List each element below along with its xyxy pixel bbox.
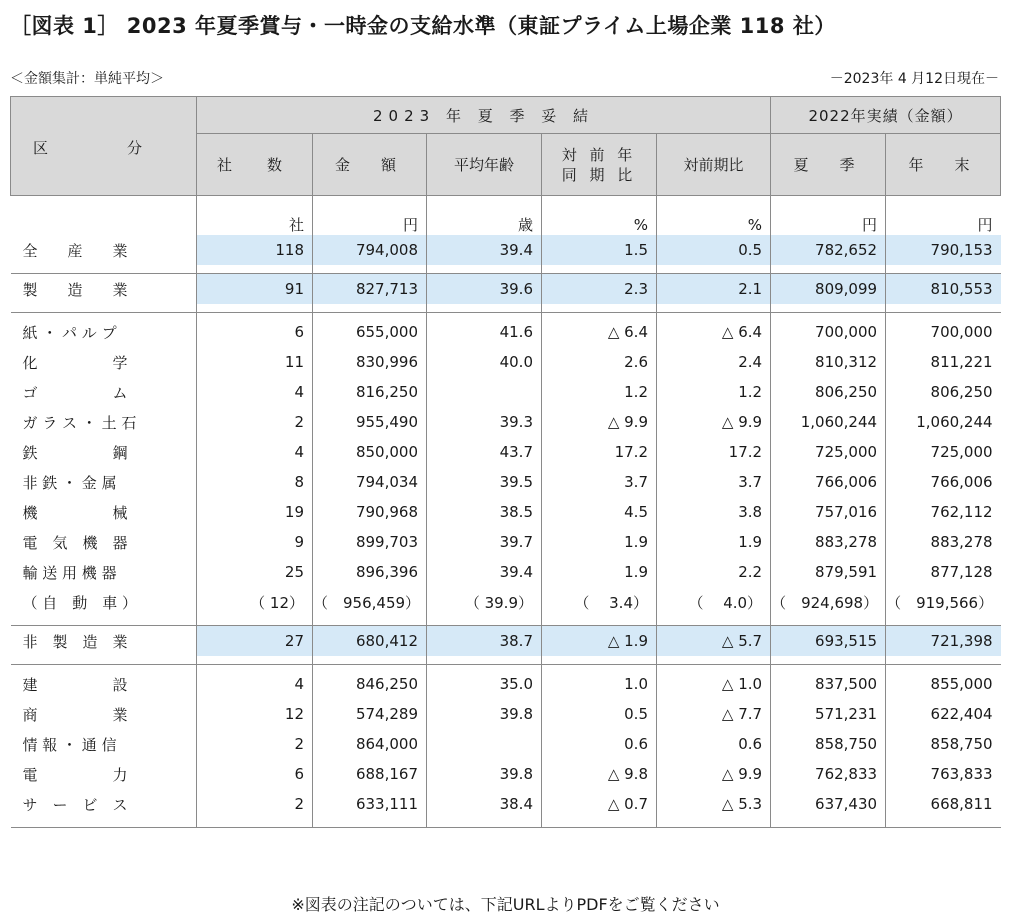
spacer-row	[11, 265, 1001, 274]
table-cell: 12	[197, 699, 313, 729]
table-cell: 763,833	[886, 759, 1001, 789]
table-cell: △ 6.4	[657, 313, 771, 348]
table-cell: 3.7	[657, 467, 771, 497]
table-cell: 39.3	[427, 407, 542, 437]
aggregation-note: ＜金額集計：単純平均＞	[10, 71, 164, 87]
header-kubun: 区 分	[11, 97, 197, 196]
table-cell: 0.6	[542, 729, 657, 759]
table-cell: 2.3	[542, 274, 657, 305]
table-cell: 766,006	[886, 467, 1001, 497]
row-label: 化 学	[22, 353, 128, 372]
row-all-industries	[11, 235, 1001, 265]
table-cell	[427, 729, 542, 759]
table-cell: 827,713	[313, 274, 427, 305]
table-cell: 883,278	[886, 527, 1001, 557]
table-row	[11, 557, 1001, 587]
table-cell: △ 1.0	[657, 665, 771, 700]
table-cell: 1.9	[657, 527, 771, 557]
row-label	[11, 196, 197, 236]
table-cell: 688,167	[313, 759, 427, 789]
header-yoy-line2: 同 期 比	[561, 165, 637, 184]
table-cell: （ 956,459）	[313, 587, 427, 617]
table-row	[11, 467, 1001, 497]
table-cell: 91	[197, 274, 313, 305]
table-cell: 794,008	[313, 235, 427, 265]
table-cell: △ 1.9	[542, 626, 657, 657]
table-cell: △ 9.8	[542, 759, 657, 789]
row-label: サ ー ビ ス	[22, 795, 128, 814]
table-cell: 655,000	[313, 313, 427, 348]
table-cell: （ 4.0）	[657, 587, 771, 617]
table-cell: 6	[197, 759, 313, 789]
table-cell: 794,034	[313, 467, 427, 497]
table-cell: 0.5	[657, 235, 771, 265]
table-cell: △ 5.7	[657, 626, 771, 657]
table-cell: 846,250	[313, 665, 427, 700]
table-cell: 2.1	[657, 274, 771, 305]
table-cell: 830,996	[313, 347, 427, 377]
header-prev-term: 対前期比	[657, 134, 771, 196]
row-label: 情 報 ・ 通 信	[22, 735, 117, 754]
table-cell: 855,000	[886, 665, 1001, 700]
table-cell: 879,591	[771, 557, 886, 587]
table-cell: 1.9	[542, 527, 657, 557]
table-cell: 41.6	[427, 313, 542, 348]
table-cell: 39.4	[427, 557, 542, 587]
table-cell: 1,060,244	[771, 407, 886, 437]
table-cell: 810,312	[771, 347, 886, 377]
table-cell	[427, 377, 542, 407]
row-manufacturing	[11, 274, 1001, 305]
table-cell: 17.2	[657, 437, 771, 467]
table-cell: 2.6	[542, 347, 657, 377]
row-label: 建 設	[11, 665, 197, 700]
table-row	[11, 313, 1001, 348]
table-cell: 38.5	[427, 497, 542, 527]
table-cell: 700,000	[886, 313, 1001, 348]
header-age: 平均年齢	[427, 134, 542, 196]
bonus-table	[10, 96, 1001, 828]
table-cell: 782,652	[771, 235, 886, 265]
table-cell: 2.4	[657, 347, 771, 377]
table-cell: 806,250	[771, 377, 886, 407]
header-group-2022: 2022年実績（金額）	[771, 97, 1001, 134]
units-row	[11, 196, 1001, 236]
row-label: 非 製 造 業	[11, 626, 197, 657]
footnote: ※図表の注記のついては、下記URLよりPDFをご覧ください	[291, 895, 720, 914]
table-cell: △ 5.3	[657, 789, 771, 819]
spacer-row	[11, 819, 1001, 828]
row-label: 製 造 業	[11, 274, 197, 305]
table-row	[11, 377, 1001, 407]
table-cell: 762,112	[886, 497, 1001, 527]
table-cell: 858,750	[771, 729, 886, 759]
table-row	[11, 665, 1001, 700]
table-cell: 39.5	[427, 467, 542, 497]
table-row	[11, 407, 1001, 437]
header-yoy	[542, 134, 657, 196]
table-cell: 899,703	[313, 527, 427, 557]
table-cell: 811,221	[886, 347, 1001, 377]
table-cell: 810,553	[886, 274, 1001, 305]
table-cell: 118	[197, 235, 313, 265]
table-cell: △ 9.9	[657, 759, 771, 789]
table-row	[11, 729, 1001, 759]
table-cell: 2	[197, 407, 313, 437]
table-cell: 896,396	[313, 557, 427, 587]
table-cell: △ 7.7	[657, 699, 771, 729]
header-group-2023: 2023 年 夏 季 妥 結	[197, 97, 771, 134]
table-cell: 762,833	[771, 759, 886, 789]
table-row	[11, 699, 1001, 729]
table-cell: 40.0	[427, 347, 542, 377]
row-label: （ 自 動 車 ）	[22, 593, 138, 612]
row-label: 電 気 機 器	[22, 533, 128, 552]
table-cell: 680,412	[313, 626, 427, 657]
table-cell: 8	[197, 467, 313, 497]
table-cell: 864,000	[313, 729, 427, 759]
table-cell: 4.5	[542, 497, 657, 527]
row-label: ゴ ム	[22, 383, 128, 402]
table-cell: 721,398	[886, 626, 1001, 657]
table-cell: 11	[197, 347, 313, 377]
table-row	[11, 527, 1001, 557]
table-cell: △ 9.9	[542, 407, 657, 437]
table-cell: 2	[197, 729, 313, 759]
table-cell: 38.4	[427, 789, 542, 819]
table-cell: 39.6	[427, 274, 542, 305]
table-cell: 757,016	[771, 497, 886, 527]
table-cell: 2	[197, 789, 313, 819]
table-cell: 43.7	[427, 437, 542, 467]
table-cell: 1.2	[657, 377, 771, 407]
table-cell: 38.7	[427, 626, 542, 657]
table-cell: △ 6.4	[542, 313, 657, 348]
row-label: 全 産 業	[22, 241, 128, 260]
table-cell: 637,430	[771, 789, 886, 819]
table-cell: 0.5	[542, 699, 657, 729]
table-cell: 883,278	[771, 527, 886, 557]
table-cell: △ 0.7	[542, 789, 657, 819]
table-cell: 6	[197, 313, 313, 348]
figure-title: ［図表 1］ 2023 年夏季賞与・一時金の支給水準（東証プライム上場企業 118 社）	[10, 14, 836, 38]
table-cell: 571,231	[771, 699, 886, 729]
table-cell: 0.6	[657, 729, 771, 759]
table-cell: 633,111	[313, 789, 427, 819]
table-cell: %	[542, 196, 657, 236]
table-cell: 850,000	[313, 437, 427, 467]
table-cell: 2.2	[657, 557, 771, 587]
table-row	[11, 759, 1001, 789]
table-cell: 27	[197, 626, 313, 657]
table-cell: 17.2	[542, 437, 657, 467]
table-cell: 9	[197, 527, 313, 557]
table-cell: 4	[197, 377, 313, 407]
table-cell: 700,000	[771, 313, 886, 348]
row-label: 商 業	[22, 705, 128, 724]
table-cell: 4	[197, 437, 313, 467]
table-cell: 877,128	[886, 557, 1001, 587]
spacer-row	[11, 656, 1001, 665]
table-cell: 39.4	[427, 235, 542, 265]
table-cell: 837,500	[771, 665, 886, 700]
row-label: 紙 ・ パ ル プ	[11, 313, 197, 348]
table-cell: 3.7	[542, 467, 657, 497]
table-row	[11, 347, 1001, 377]
table-cell: （ 3.4）	[542, 587, 657, 617]
table-row	[11, 587, 1001, 617]
table-cell: 25	[197, 557, 313, 587]
table-cell: 809,099	[771, 274, 886, 305]
table-cell: 4	[197, 665, 313, 700]
table-cell: 39.8	[427, 759, 542, 789]
row-label: 鉄 鋼	[22, 443, 128, 462]
header-amount: 金 額	[313, 134, 427, 196]
table-cell: 円	[313, 196, 427, 236]
row-non-manufacturing	[11, 626, 1001, 657]
spacer-row	[11, 617, 1001, 626]
row-label: 非 鉄 ・ 金 属	[22, 473, 117, 492]
table-cell: 1.2	[542, 377, 657, 407]
table-cell: 19	[197, 497, 313, 527]
table-cell: 円	[886, 196, 1001, 236]
table-cell: 歳	[427, 196, 542, 236]
spacer-row	[11, 304, 1001, 313]
table-cell: 35.0	[427, 665, 542, 700]
table-cell: %	[657, 196, 771, 236]
table-cell: 790,968	[313, 497, 427, 527]
header-companies: 社 数	[197, 134, 313, 196]
table-cell: 806,250	[886, 377, 1001, 407]
header-yearend: 年 末	[886, 134, 1001, 196]
table-cell: 39.8	[427, 699, 542, 729]
table-cell: 1.5	[542, 235, 657, 265]
row-label: ガ ラ ス ・ 土 石	[22, 413, 137, 432]
table-cell: 1,060,244	[886, 407, 1001, 437]
table-cell: （ 919,566）	[886, 587, 1001, 617]
table-cell: 955,490	[313, 407, 427, 437]
table-body	[11, 196, 1001, 828]
table-cell: 574,289	[313, 699, 427, 729]
table-cell: 766,006	[771, 467, 886, 497]
table-cell: 668,811	[886, 789, 1001, 819]
header-summer: 夏 季	[771, 134, 886, 196]
table-cell: 622,404	[886, 699, 1001, 729]
table-cell: 790,153	[886, 235, 1001, 265]
table-cell: 1.0	[542, 665, 657, 700]
table-cell: 円	[771, 196, 886, 236]
table-cell: △ 9.9	[657, 407, 771, 437]
table-cell: 858,750	[886, 729, 1001, 759]
table-cell: 3.8	[657, 497, 771, 527]
table-cell: 725,000	[886, 437, 1001, 467]
table-cell: 社	[197, 196, 313, 236]
table-row	[11, 789, 1001, 819]
table-cell: 725,000	[771, 437, 886, 467]
table-row	[11, 437, 1001, 467]
table-cell: 693,515	[771, 626, 886, 657]
table-cell: 816,250	[313, 377, 427, 407]
table-cell: （ 12）	[197, 587, 313, 617]
table-cell: 39.7	[427, 527, 542, 557]
as-of-date: －2023年 4 月12日現在－	[829, 71, 999, 87]
table-cell: （ 39.9）	[427, 587, 542, 617]
row-label: 機 械	[22, 503, 128, 522]
header-yoy-line1: 対 前 年	[561, 145, 637, 164]
table-cell: 1.9	[542, 557, 657, 587]
table-cell: （ 924,698）	[771, 587, 886, 617]
row-label: 電 力	[22, 765, 128, 784]
table-row	[11, 497, 1001, 527]
row-label: 輸 送 用 機 器	[22, 563, 117, 582]
